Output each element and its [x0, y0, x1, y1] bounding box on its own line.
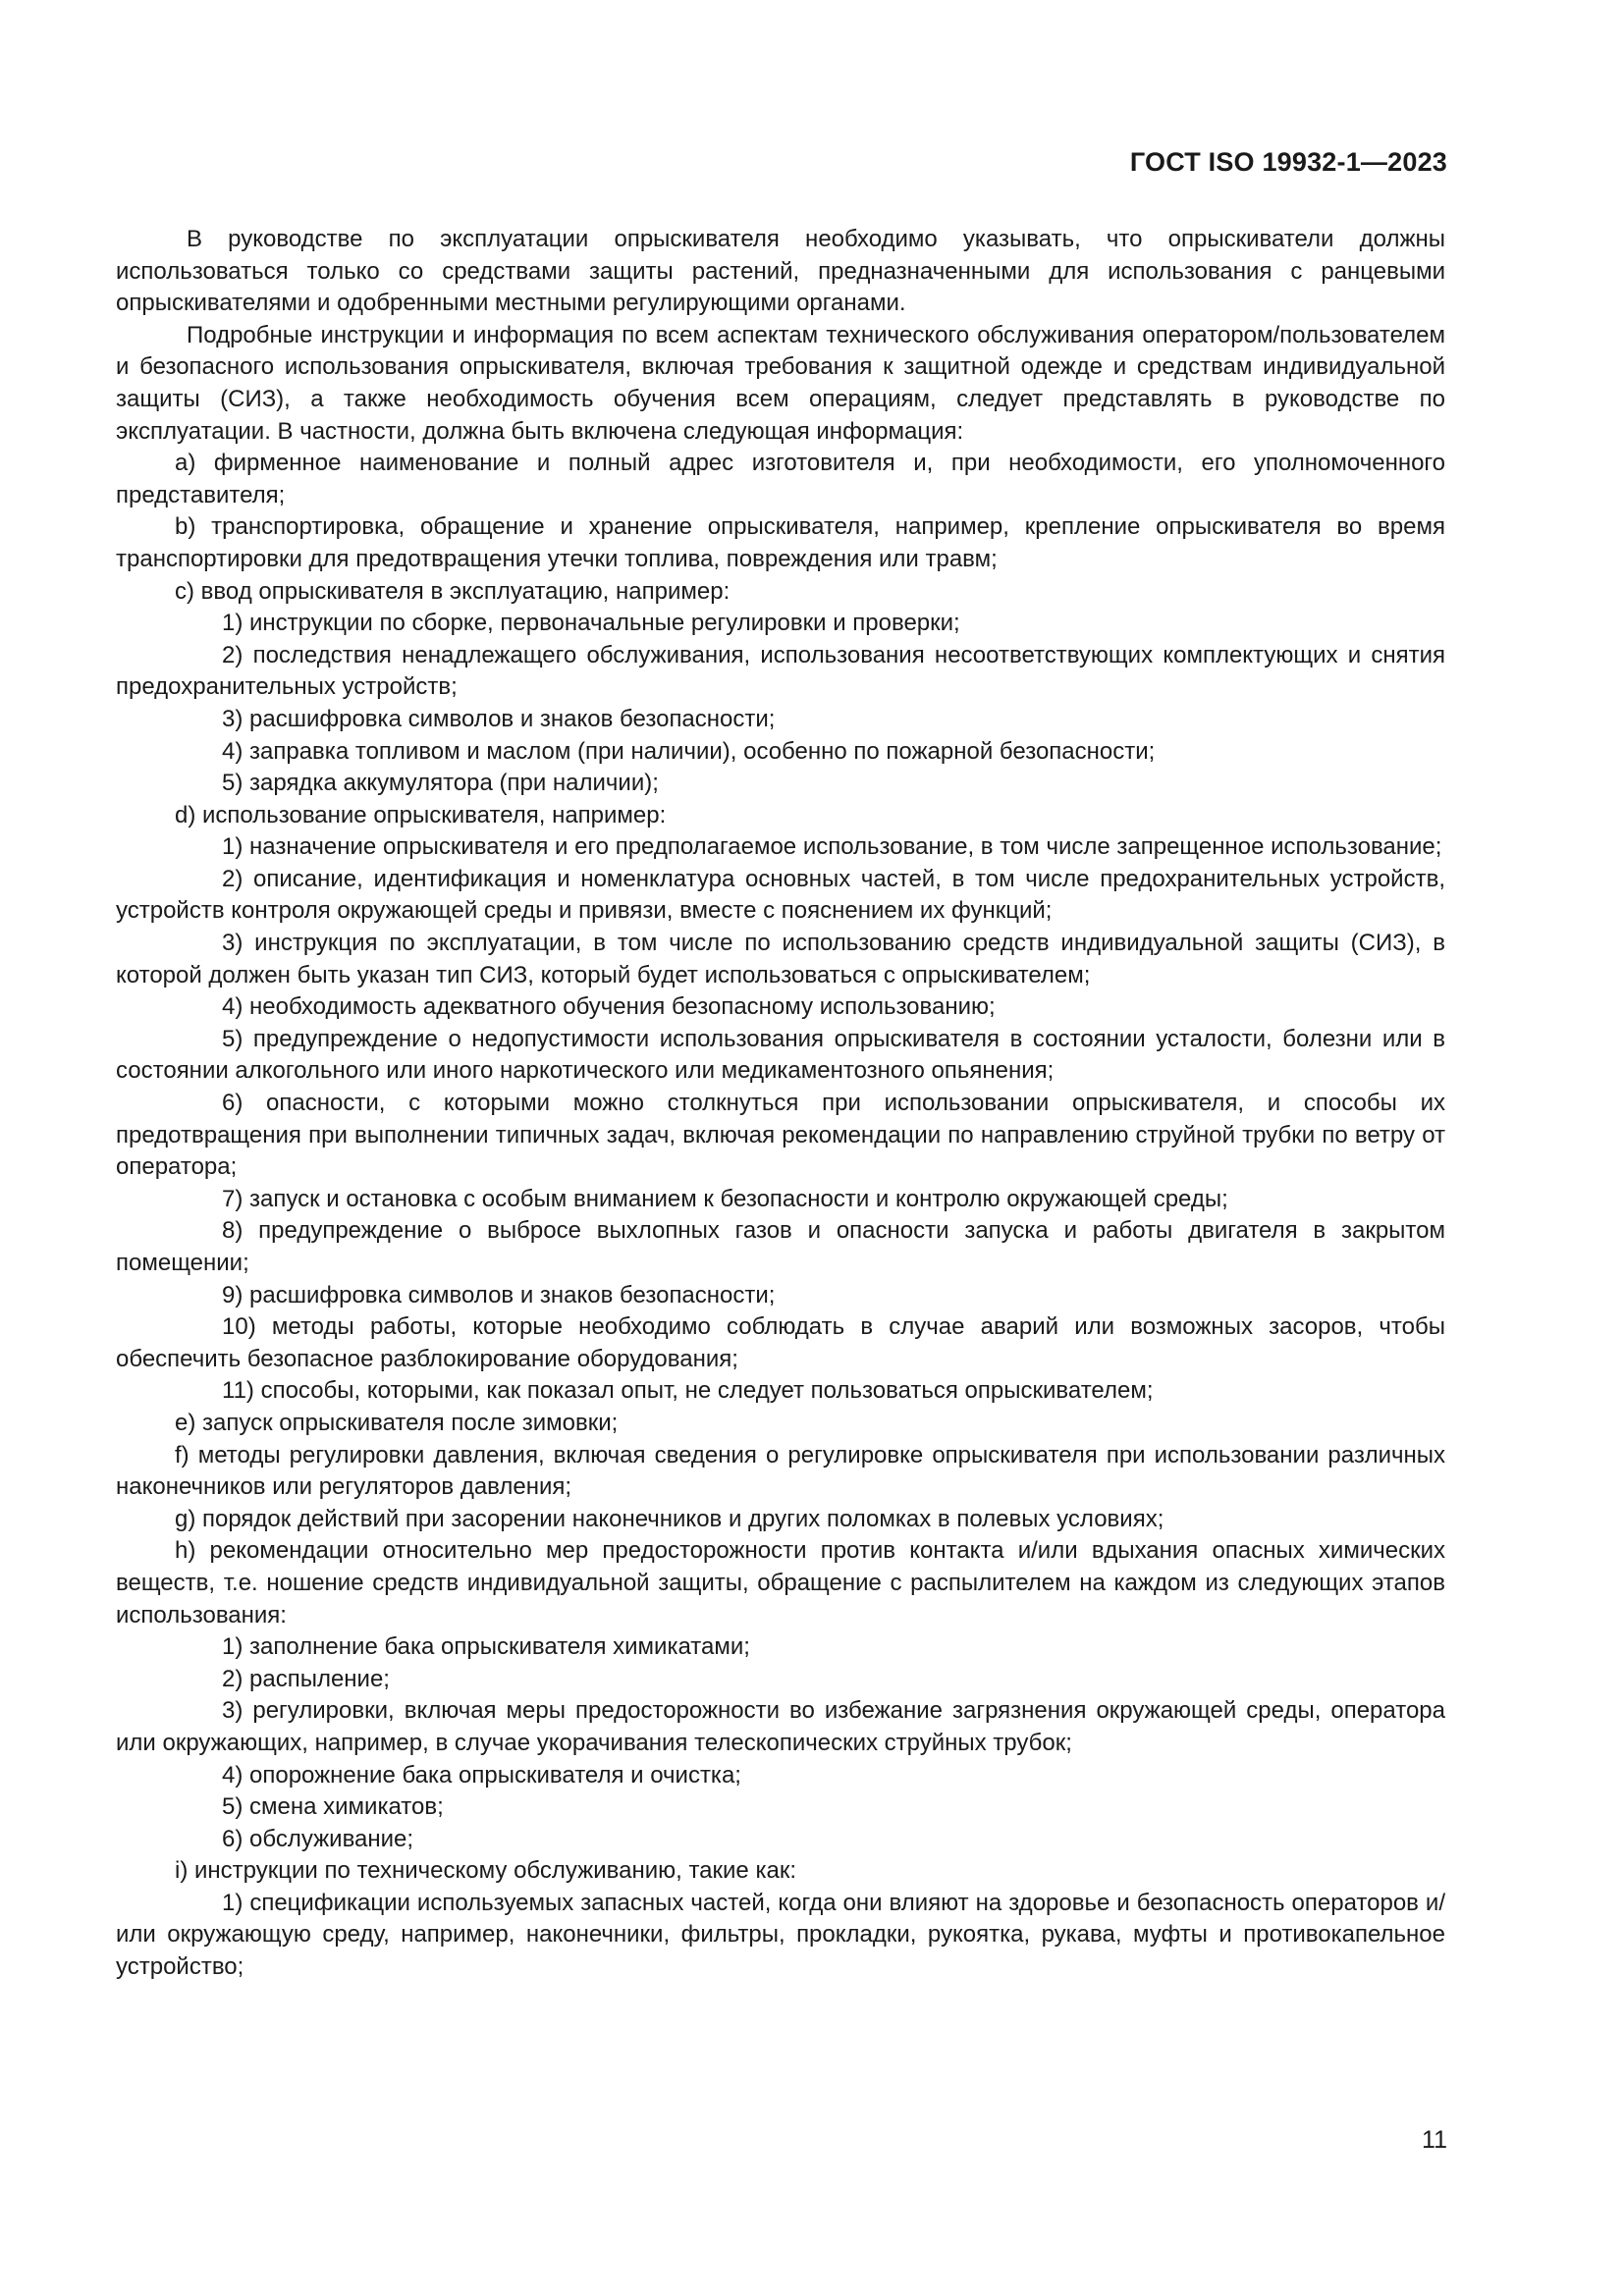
sub-list-item: 10) методы работы, которые необходимо соблюдать в случае аварий или возможных засоров, чтобы обеспечить безопасное разблокирование оборудования; [116, 1313, 1445, 1372]
sub-list-item: 4) заправка топливом и маслом (при наличии), особенно по пожарной безопасности; [222, 737, 1156, 765]
sub-list-item: 8) предупреждение о выбросе выхлопных газов и опасности запуска и работы двигателя в закрытом помещении; [116, 1217, 1445, 1276]
standard-code: ГОСТ ISO 19932-1—2023 [1129, 147, 1447, 177]
document-header [1130, 147, 1447, 178]
list-item-i: i) инструкции по техническому обслуживанию, такие как: [175, 1857, 796, 1885]
document-body [116, 224, 1445, 1984]
sub-list-item: 6) опасности, с которыми можно столкнуться при использовании опрыскивателя, и способы их предотвращения при выполнении типичных задач, включая рекомендации по направлению струйной трубки по ветру от оператора; [116, 1090, 1445, 1181]
sub-list-item: 6) обслуживание; [222, 1825, 414, 1852]
sub-list-item: 1) заполнение бака опрыскивателя химикатами; [222, 1633, 750, 1661]
page-number: 11 [1422, 2126, 1447, 2154]
list-item-h: h) рекомендации относительно мер предосторожности против контакта и/или вдыхания опасных химических веществ, т.е. ношение средств индивидуальной защиты, обращение с распылителем на каждом из следующих этапов использования: [116, 1537, 1445, 1629]
sub-list-item: 3) расшифровка символов и знаков безопасности; [222, 705, 776, 732]
sub-list-item: 4) опорожнение бака опрыскивателя и очистка; [222, 1761, 741, 1789]
sub-list-item: 7) запуск и остановка с особым вниманием к безопасности и контролю окружающей среды; [222, 1185, 1228, 1212]
sub-list-item: 3) инструкция по эксплуатации, в том числе по использованию средств индивидуальной защиты (СИЗ), в которой должен быть указан тип СИЗ, который будет использоваться с опрыскивателем; [116, 930, 1445, 988]
sub-list-item: 9) расшифровка символов и знаков безопасности; [222, 1281, 776, 1308]
list-item-f: f) методы регулировки давления, включая сведения о регулировке опрыскивателя при использовании различных наконечников или регуляторов давления; [116, 1441, 1445, 1501]
sub-list-item: 2) распыление; [222, 1665, 390, 1692]
list-item-a: a) фирменное наименование и полный адрес изготовителя и, при необходимости, его уполномоченного представителя; [116, 450, 1445, 508]
list-item-g: g) порядок действий при засорении наконечников и других поломках в полевых условиях; [175, 1505, 1164, 1532]
sub-list-item: 1) спецификации используемых запасных частей, когда они влияют на здоровье и безопасность операторов и/или окружающую среду, например, наконечники, фильтры, прокладки, рукоятка, рукава, муфты и противокапельное устройство; [116, 1889, 1445, 1981]
list-item-d: d) использование опрыскивателя, например: [175, 801, 667, 828]
sub-list-item: 1) назначение опрыскивателя и его предполагаемое использование, в том числе запрещенное использование; [222, 833, 1442, 861]
sub-list-item: 11) способы, которыми, как показал опыт, не следует пользоваться опрыскивателем; [222, 1377, 1154, 1405]
sub-list-item: 5) зарядка аккумулятора (при наличии); [222, 770, 659, 797]
sub-list-item: 5) предупреждение о недопустимости использования опрыскивателя в состоянии усталости, болезни или в состоянии алкогольного или иного наркотического или медикаментозного опьянения; [116, 1025, 1445, 1085]
sub-list-item: 5) смена химикатов; [222, 1793, 444, 1821]
sub-list-item: 1) инструкции по сборке, первоначальные регулировки и проверки; [222, 610, 960, 637]
sub-list-item: 3) регулировки, включая меры предосторожности во избежание загрязнения окружающей среды, оператора или окружающих, например, в случае укорачивания телескопических струйных трубок; [116, 1697, 1445, 1756]
sub-list-item: 2) описание, идентификация и номенклатура основных частей, в том числе предохранительных устройств, устройств контроля окружающей среды и привязи, вместе с пояснением их функций; [116, 865, 1445, 925]
sub-list-item: 2) последствия ненадлежащего обслуживания, использования несоответствующих комплектующих и снятия предохранительных устройств; [116, 641, 1445, 701]
list-item-b: b) транспортировка, обращение и хранение опрыскивателя, например, крепление опрыскивателя во время транспортировки для предотвращения утечки топлива, повреждения или травм; [116, 513, 1445, 572]
sub-list-item: 4) необходимость адекватного обучения безопасному использованию; [222, 993, 996, 1021]
paragraph: В руководстве по эксплуатации опрыскивателя необходимо указывать, что опрыскиватели должны использоваться только со средствами защиты растений, предназначенными для использования с ранцевыми опрыскивателями и одобренными местными регулирующими органами. [116, 226, 1445, 317]
paragraph: Подробные инструкции и информация по всем аспектам технического обслуживания оператором/пользователем и безопасного использования опрыскивателя, включая требования к защитной одежде и средствам индивидуальной защиты (СИЗ), а также необходимость обучения всем операциям, следует представлять в руководстве по эксплуатации. В частности, должна быть включена следующая информация: [116, 321, 1445, 445]
list-item-c: c) ввод опрыскивателя в эксплуатацию, например: [175, 577, 731, 605]
list-item-e: e) запуск опрыскивателя после зимовки; [175, 1409, 619, 1436]
